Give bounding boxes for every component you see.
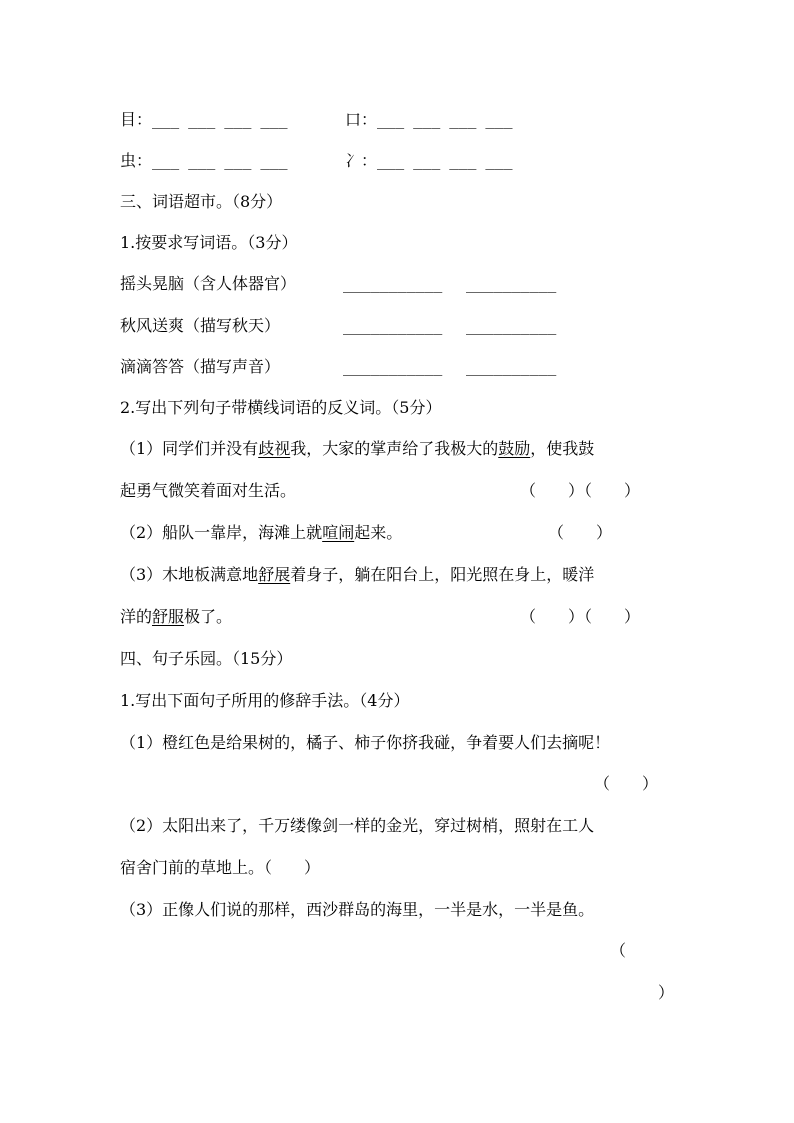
radical-mu-label: 目： (120, 110, 153, 129)
text-segment: （3）木地板满意地 (120, 565, 259, 584)
underlined-word: 舒服 (152, 607, 185, 626)
section4-q1-title: 1.写出下面句子所用的修辞手法。（4分） (120, 691, 410, 710)
section3-q1-title: 1.按要求写词语。（3分） (120, 233, 298, 252)
section3-q2-sentence-1-line-2: 起勇气微笑着面对生活。 (120, 481, 297, 500)
section3-q2-sentence-3-line-2 (120, 605, 232, 629)
section4-q1-sentence-3: （3）正像人们说的那样，西沙群岛的海里，一半是水，一半是鱼。 (120, 900, 595, 919)
section3-q2-sentence-1 (120, 437, 594, 461)
radical-bing-row (345, 149, 512, 173)
section3-q1-item-3-word: 滴滴答答（描写声音） (120, 357, 281, 376)
underlined-word: 歧视 (258, 439, 291, 458)
text-segment: 极了。 (184, 607, 233, 626)
section4-title: 四、句子乐园。（15分） (120, 649, 293, 668)
section4-q1-sentence-1-answer[interactable]: （ ） (594, 774, 659, 793)
radical-mu-row (120, 108, 287, 132)
underlined-word: 喧闹 (322, 523, 355, 542)
section4-q1-sentence-2: （2）太阳出来了，千万缕像剑一样的金光，穿过树梢，照射在工人 (120, 816, 595, 835)
section3-q1-item-3-blank-2[interactable]: __________ (466, 358, 557, 376)
text-segment: ，使我鼓 (530, 439, 595, 458)
text-segment: 洋的 (120, 607, 153, 626)
text-segment: （1）同学们并没有 (120, 439, 259, 458)
section3-q2-sentence-3 (120, 563, 594, 587)
section3-q2-sentence-2 (120, 521, 402, 545)
section4-q1-sentence-1: （1）橙红色是给果树的，橘子、柿子你挤我碰，争着要人们去摘呢！ (120, 733, 611, 752)
section3-q1-item-3-blank-1[interactable]: ___________ (343, 358, 443, 376)
section3-q1-item-1-blank-2[interactable]: __________ (466, 275, 557, 293)
section3-q2-sentence-3-answer[interactable]: （ ）（ ） (520, 607, 641, 626)
section3-q1-item-2-word: 秋风送爽（描写秋天） (120, 316, 281, 335)
section3-q1-item-1-word: 摇头晃脑（含人体器官） (120, 274, 297, 293)
text-segment: 起来。 (354, 523, 403, 542)
text-segment: （2）船队一靠岸，海滩上就 (120, 523, 323, 542)
radical-kou-label: 口： (345, 110, 378, 129)
section3-q1-item-2-blank-1[interactable]: ___________ (343, 317, 443, 335)
section3-q2-sentence-1-answer[interactable]: （ ）（ ） (520, 481, 641, 500)
underlined-word: 舒展 (258, 565, 291, 584)
text-segment: 着身子，躺在阳台上，阳光照在身上，暖洋 (290, 565, 595, 584)
section4-q1-sentence-3-answer-close[interactable]: ） (658, 983, 675, 1002)
section3-title: 三、词语超市。（8分） (120, 192, 283, 211)
radical-bing-label: 冫： (345, 151, 378, 170)
section3-q2-sentence-2-answer[interactable]: （ ） (548, 523, 613, 542)
radical-chong-row (120, 149, 287, 173)
radical-kou-blanks[interactable]: ___ ___ ___ ___ (377, 111, 513, 129)
text-segment: 我，大家的掌声给了我极大的 (290, 439, 499, 458)
section3-q1-item-2-blank-2[interactable]: __________ (466, 317, 557, 335)
section3-q1-item-1-blank-1[interactable]: ___________ (343, 275, 443, 293)
radical-bing-blanks[interactable]: ___ ___ ___ ___ (377, 152, 513, 170)
underlined-word: 鼓励 (498, 439, 531, 458)
radical-chong-blanks[interactable]: ___ ___ ___ ___ (152, 152, 288, 170)
radical-kou-row (345, 108, 512, 132)
section4-q1-sentence-3-answer-open[interactable]: （ (610, 941, 627, 960)
radical-chong-label: 虫： (120, 151, 153, 170)
section4-q1-sentence-2-line-2[interactable]: 宿舍门前的草地上。（ ） (120, 858, 321, 877)
section3-q2-title: 2.写出下列句子带横线词语的反义词。（5分） (120, 398, 442, 417)
radical-mu-blanks[interactable]: ___ ___ ___ ___ (152, 111, 288, 129)
